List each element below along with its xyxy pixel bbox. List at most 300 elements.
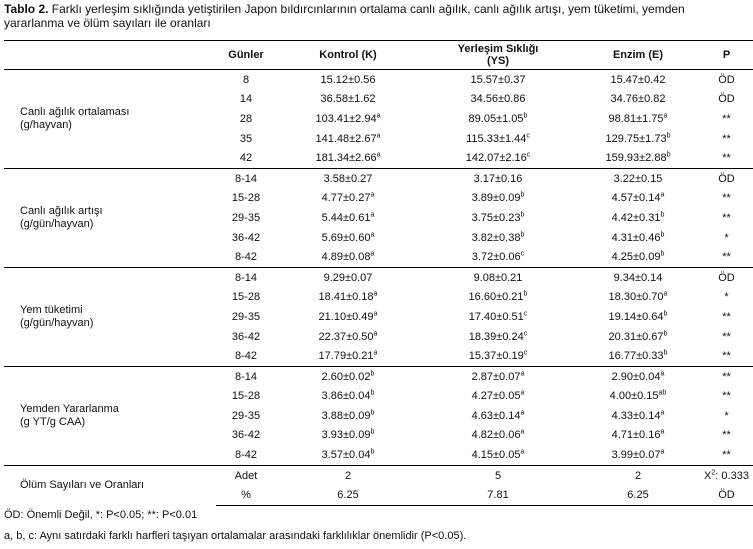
enzyme-cell xyxy=(576,426,700,446)
day-cell-value: 8 xyxy=(242,73,250,86)
enzyme-cell-value: 2 xyxy=(634,469,642,482)
enzyme-cell-value: 9.34±0.14 xyxy=(613,271,663,284)
enzyme-cell-value: 129.75±1.73 xyxy=(605,132,667,145)
control-cell-value: 5.69±0.60 xyxy=(321,231,371,244)
ys-cell-value: 2.87±0.07 xyxy=(471,370,521,383)
enzyme-cell-letter: a xyxy=(660,191,665,199)
p-cell-value: X xyxy=(704,469,712,482)
ys-cell xyxy=(420,288,576,308)
enzyme-cell-letter: a xyxy=(660,448,665,456)
enzyme-cell-letter: a xyxy=(660,409,665,417)
control-cell xyxy=(276,445,420,465)
day-cell xyxy=(216,70,276,90)
control-cell-value: 22.37±0.50 xyxy=(318,330,374,343)
table-row xyxy=(4,366,753,386)
ys-cell xyxy=(420,228,576,248)
table-body xyxy=(4,70,753,506)
enzyme-cell-value: 2.90±0.04 xyxy=(611,370,661,383)
control-cell-value: 3.57±0.04 xyxy=(321,449,371,462)
control-cell xyxy=(276,346,420,366)
ys-cell xyxy=(420,109,576,129)
ys-cell-letter: c xyxy=(523,329,528,337)
control-cell-value: 17.79±0.21 xyxy=(318,350,374,363)
header-enzyme: Enzim (E) xyxy=(612,49,664,61)
enzyme-cell xyxy=(576,109,700,129)
p-cell xyxy=(700,346,753,366)
p-cell-value: ÖD xyxy=(718,271,735,284)
ys-cell-letter: a xyxy=(520,448,525,456)
ys-cell-value: 115.33±1.44 xyxy=(466,132,527,145)
ys-cell-value: 3.72±0.06 xyxy=(471,251,521,264)
group-label xyxy=(4,168,216,267)
p-cell xyxy=(700,129,753,149)
enzyme-cell-value: 4.31±0.46 xyxy=(611,231,661,244)
enzyme-cell-value: 4.42±0.31 xyxy=(611,211,661,224)
enzyme-cell-value: 98.81±1.75 xyxy=(608,112,664,125)
p-cell xyxy=(700,247,753,267)
header-ys-line1: Yerleşim Sıklığı xyxy=(457,43,539,55)
day-cell-value: 36-42 xyxy=(231,429,261,442)
day-cell xyxy=(216,90,276,110)
enzyme-cell xyxy=(576,485,700,505)
control-cell-value: 5.44±0.61 xyxy=(321,211,371,224)
p-cell-value: ÖD xyxy=(718,172,735,185)
ys-cell-letter: a xyxy=(520,409,525,417)
day-cell-value: 8-14 xyxy=(234,370,258,383)
ys-cell-value: 15.37±0.19 xyxy=(468,350,524,363)
ys-cell-value: 89.05±1.05 xyxy=(468,112,524,125)
ys-cell xyxy=(420,327,576,347)
p-cell xyxy=(700,228,753,248)
ys-cell xyxy=(420,346,576,366)
enzyme-cell-letter: a xyxy=(660,428,665,436)
day-cell xyxy=(216,327,276,347)
control-cell-letter: b xyxy=(370,448,375,456)
p-cell-letter: 2 xyxy=(711,469,716,477)
control-cell-value: 3.88±0.09 xyxy=(321,409,371,422)
p-cell-value: * xyxy=(724,231,729,244)
day-cell xyxy=(216,485,276,505)
control-cell-value: 2 xyxy=(344,469,352,482)
header-ys xyxy=(420,41,576,70)
p-cell xyxy=(700,406,753,426)
day-cell xyxy=(216,387,276,407)
results-table xyxy=(4,40,753,506)
p-cell xyxy=(700,327,753,347)
day-cell-value: 42 xyxy=(239,152,253,165)
control-cell-value: 3.93±0.09 xyxy=(321,429,371,442)
p-cell xyxy=(700,109,753,129)
enzyme-cell xyxy=(576,307,700,327)
header-empty xyxy=(4,41,216,70)
control-cell-letter: b xyxy=(370,409,375,417)
p-cell xyxy=(700,168,753,188)
header-p: P xyxy=(722,49,731,61)
ys-cell-value: 4.82±0.06 xyxy=(471,429,521,442)
enzyme-cell xyxy=(576,228,700,248)
day-cell xyxy=(216,129,276,149)
day-cell xyxy=(216,109,276,129)
enzyme-cell-letter: a xyxy=(663,290,668,298)
p-cell-value: ** xyxy=(722,132,731,145)
control-cell xyxy=(276,406,420,426)
ys-cell-value: 4.63±0.14 xyxy=(471,409,521,422)
enzyme-cell-letter: b xyxy=(663,329,668,337)
control-cell-letter: b xyxy=(370,428,375,436)
enzyme-cell-value: 15.47±0.42 xyxy=(610,73,666,86)
ys-cell xyxy=(420,129,576,149)
p-cell xyxy=(700,445,753,465)
enzyme-cell xyxy=(576,327,700,347)
ys-cell-letter: a xyxy=(520,389,525,397)
day-cell-value: 8-42 xyxy=(234,251,258,264)
ys-cell-letter: c xyxy=(526,131,530,139)
day-cell xyxy=(216,247,276,267)
ys-cell-value: 16.60±0.21 xyxy=(468,291,524,304)
control-cell-letter: a xyxy=(373,290,378,298)
footnote-significance: ÖD: Önemli Değil, *: P<0.05; **: P<0.01 xyxy=(4,509,198,521)
control-cell xyxy=(276,70,420,90)
day-cell xyxy=(216,426,276,446)
control-cell xyxy=(276,90,420,110)
caption-prefix: Tablo 2. xyxy=(4,2,49,16)
ys-cell-value: 3.17±0.16 xyxy=(473,172,523,185)
control-cell xyxy=(276,148,420,168)
control-cell xyxy=(276,465,420,485)
p-cell xyxy=(700,90,753,110)
p-cell xyxy=(700,426,753,446)
control-cell-letter: a xyxy=(370,211,375,219)
group-label-title: Yem tüketimi xyxy=(20,303,83,316)
day-cell xyxy=(216,288,276,308)
p-cell-value: ** xyxy=(722,112,731,125)
control-cell-letter: b xyxy=(370,370,375,378)
ys-cell xyxy=(420,307,576,327)
p-cell xyxy=(700,307,753,327)
control-cell-value: 15.12±0.56 xyxy=(320,73,376,86)
ys-cell-letter: b xyxy=(520,191,525,199)
ys-cell xyxy=(420,189,576,209)
control-cell-letter: a xyxy=(370,191,375,199)
p-cell-value: ** xyxy=(722,449,731,462)
control-cell xyxy=(276,307,420,327)
enzyme-cell-value: 3.22±0.15 xyxy=(613,172,663,185)
p-cell-value: ** xyxy=(722,330,731,343)
group-label-unit: (g YT/g CAA) xyxy=(20,415,86,428)
control-cell-value: 18.41±0.18 xyxy=(318,291,374,304)
ys-cell xyxy=(420,485,576,505)
day-cell-value: 29-35 xyxy=(231,409,261,422)
day-cell xyxy=(216,346,276,366)
day-cell-value: 36-42 xyxy=(231,330,261,343)
ys-cell xyxy=(420,267,576,287)
control-cell-value: 181.34±2.66 xyxy=(315,152,377,165)
control-cell xyxy=(276,247,420,267)
day-cell-value: % xyxy=(241,489,251,502)
day-cell-value: 29-35 xyxy=(231,310,261,323)
day-cell-value: 14 xyxy=(239,93,253,106)
control-cell xyxy=(276,168,420,188)
p-cell xyxy=(700,387,753,407)
ys-cell-letter: b xyxy=(520,211,525,219)
day-cell xyxy=(216,366,276,386)
enzyme-cell-letter: b xyxy=(660,250,665,258)
control-cell-letter: a xyxy=(376,151,381,159)
day-cell-value: 36-42 xyxy=(231,231,261,244)
group-label xyxy=(4,70,216,169)
day-cell-value: 8-14 xyxy=(234,271,258,284)
enzyme-cell-value: 6.25 xyxy=(627,489,649,502)
enzyme-cell-value: 159.93±2.88 xyxy=(605,152,667,165)
ys-cell-letter: a xyxy=(520,370,525,378)
control-cell xyxy=(276,228,420,248)
control-cell xyxy=(276,327,420,347)
ys-cell-value: 5 xyxy=(494,469,502,482)
ys-cell-letter: c xyxy=(526,151,531,159)
control-cell-letter: a xyxy=(370,230,375,238)
p-cell xyxy=(700,208,753,228)
enzyme-cell-letter: b xyxy=(660,230,665,238)
enzyme-cell xyxy=(576,208,700,228)
group-label-unit: (g/gün/hayvan) xyxy=(20,217,94,230)
enzyme-cell xyxy=(576,387,700,407)
control-cell-letter: a xyxy=(373,310,378,318)
enzyme-cell-value: 3.99±0.07 xyxy=(611,449,661,462)
p-cell xyxy=(700,70,753,90)
ys-cell xyxy=(420,70,576,90)
day-cell xyxy=(216,465,276,485)
day-cell xyxy=(216,189,276,209)
ys-cell xyxy=(420,426,576,446)
enzyme-cell-letter: ab xyxy=(658,389,667,397)
enzyme-cell-value: 4.00±0.15 xyxy=(609,390,659,403)
table-caption xyxy=(4,2,736,30)
p-cell-value: ** xyxy=(722,310,731,323)
enzyme-cell xyxy=(576,189,700,209)
enzyme-cell xyxy=(576,90,700,110)
control-cell-letter: a xyxy=(373,349,378,357)
day-cell-value: 8-14 xyxy=(234,172,258,185)
enzyme-cell xyxy=(576,465,700,485)
group-label-title: Canlı ağılık artışı xyxy=(20,204,103,217)
p-cell xyxy=(700,148,753,168)
enzyme-cell xyxy=(576,346,700,366)
group-label xyxy=(4,267,216,366)
control-cell-value: 103.41±2.94 xyxy=(315,112,377,125)
p-cell-value: ÖD xyxy=(718,73,735,86)
control-cell xyxy=(276,208,420,228)
enzyme-cell-letter: b xyxy=(660,211,665,219)
enzyme-cell-letter: a xyxy=(663,112,668,120)
p-cell-value: * xyxy=(724,409,729,422)
caption-text: Farklı yerleşim sıklığında yetiştirilen Japon bıldırcınlarının ortalama canlı ağılık, canlı ağılık artışı, yem tüketimi, yemden yararlanma ve ölüm sayıları ile oranları xyxy=(4,2,685,30)
table-row xyxy=(4,168,753,188)
group-label-unit: (g/hayvan) xyxy=(20,118,72,131)
day-cell xyxy=(216,148,276,168)
p-cell-value: ** xyxy=(722,350,731,363)
enzyme-cell xyxy=(576,445,700,465)
day-cell-value: 8-42 xyxy=(234,449,258,462)
day-cell xyxy=(216,168,276,188)
p-cell-value: ** xyxy=(722,370,731,383)
ys-cell-letter: c xyxy=(523,310,528,318)
control-cell xyxy=(276,426,420,446)
enzyme-cell xyxy=(576,129,700,149)
control-cell-value: 36.58±1.62 xyxy=(320,93,376,106)
ys-cell xyxy=(420,445,576,465)
enzyme-cell xyxy=(576,148,700,168)
table-row xyxy=(4,465,753,485)
control-cell-value: 2.60±0.02 xyxy=(321,370,371,383)
enzyme-cell-letter: b xyxy=(663,310,668,318)
enzyme-cell-letter: b xyxy=(666,131,671,139)
p-cell-value: * xyxy=(724,291,729,304)
control-cell-value: 3.86±0.04 xyxy=(321,390,371,403)
ys-cell-value: 3.82±0.38 xyxy=(471,231,521,244)
p-cell xyxy=(700,189,753,209)
ys-cell-letter: c xyxy=(520,250,525,258)
enzyme-cell-value: 16.77±0.33 xyxy=(608,350,664,363)
ys-cell-letter: b xyxy=(520,230,525,238)
enzyme-cell-value: 19.14±0.64 xyxy=(608,310,664,323)
control-cell xyxy=(276,387,420,407)
day-cell xyxy=(216,307,276,327)
control-cell xyxy=(276,109,420,129)
day-cell-value: 15-28 xyxy=(231,291,261,304)
enzyme-cell-value: 18.30±0.70 xyxy=(608,291,664,304)
day-cell-value: 35 xyxy=(239,132,253,145)
ys-cell-value: 34.56±0.86 xyxy=(470,93,526,106)
p-cell xyxy=(700,267,753,287)
enzyme-cell xyxy=(576,366,700,386)
ys-cell-value: 9.08±0.21 xyxy=(473,271,523,284)
control-cell xyxy=(276,267,420,287)
ys-cell-letter: c xyxy=(523,349,528,357)
ys-cell xyxy=(420,366,576,386)
day-cell-value: 15-28 xyxy=(231,192,261,205)
control-cell xyxy=(276,366,420,386)
enzyme-cell xyxy=(576,168,700,188)
control-cell-value: 9.29±0.07 xyxy=(323,271,373,284)
enzyme-cell-letter: a xyxy=(660,370,665,378)
p-cell xyxy=(700,366,753,386)
enzyme-cell-letter: b xyxy=(666,151,671,159)
p-cell-rest: : 0.333 xyxy=(715,469,749,482)
ys-cell-value: 15.57±0.37 xyxy=(470,73,526,86)
p-cell-value: ** xyxy=(722,211,731,224)
ys-cell xyxy=(420,406,576,426)
control-cell xyxy=(276,288,420,308)
ys-cell-letter: b xyxy=(523,112,528,120)
day-cell-value: 15-28 xyxy=(231,390,261,403)
enzyme-cell-value: 4.33±0.14 xyxy=(611,409,661,422)
header-control: Kontrol (K) xyxy=(319,49,377,61)
group-label-title: Canlı ağılık ortalaması xyxy=(20,105,130,118)
p-cell xyxy=(700,288,753,308)
control-cell-letter: a xyxy=(376,131,381,139)
ys-cell xyxy=(420,168,576,188)
enzyme-cell xyxy=(576,406,700,426)
p-cell-value: ÖD xyxy=(718,93,735,106)
enzyme-cell xyxy=(576,70,700,90)
enzyme-cell-value: 20.31±0.67 xyxy=(608,330,664,343)
ys-cell xyxy=(420,148,576,168)
control-cell-value: 141.48±2.67 xyxy=(315,132,377,145)
p-cell xyxy=(700,465,753,485)
ys-cell-value: 4.27±0.05 xyxy=(471,390,521,403)
enzyme-cell-value: 4.57±0.14 xyxy=(611,192,661,205)
group-label-title: Yemden Yararlanma xyxy=(20,402,119,415)
control-cell-letter: a xyxy=(370,250,375,258)
control-cell xyxy=(276,189,420,209)
ys-cell-value: 3.89±0.09 xyxy=(471,192,521,205)
ys-cell xyxy=(420,465,576,485)
ys-cell-value: 17.40±0.51 xyxy=(468,310,524,323)
p-cell-value: ** xyxy=(722,251,731,264)
day-cell xyxy=(216,406,276,426)
control-cell-value: 21.10±0.49 xyxy=(318,310,374,323)
p-cell-value: ** xyxy=(722,390,731,403)
enzyme-cell-value: 34.76±0.82 xyxy=(610,93,666,106)
group-label xyxy=(4,366,216,465)
ys-cell-letter: a xyxy=(520,428,525,436)
p-cell xyxy=(700,485,753,505)
ys-cell-letter: b xyxy=(523,290,528,298)
day-cell xyxy=(216,267,276,287)
control-cell-value: 4.77±0.27 xyxy=(321,192,371,205)
day-cell-value: Adet xyxy=(234,469,258,482)
day-cell-value: 8-42 xyxy=(234,350,258,363)
enzyme-cell-value: 4.25±0.09 xyxy=(611,251,661,264)
p-cell-value: ** xyxy=(722,429,731,442)
control-cell-value: 4.89±0.08 xyxy=(321,251,371,264)
table-row xyxy=(4,267,753,287)
ys-cell-value: 4.15±0.05 xyxy=(471,449,521,462)
ys-cell-value: 3.75±0.23 xyxy=(471,211,521,224)
control-cell-letter: a xyxy=(376,112,381,120)
control-cell xyxy=(276,485,420,505)
mortality-label: Ölüm Sayıları ve Oranları xyxy=(4,465,216,505)
control-cell-letter: a xyxy=(373,329,378,337)
p-cell-value: ** xyxy=(722,152,731,165)
enzyme-cell-value: 4.71±0.16 xyxy=(611,429,661,442)
ys-cell xyxy=(420,387,576,407)
enzyme-cell xyxy=(576,247,700,267)
ys-cell xyxy=(420,247,576,267)
header-row xyxy=(4,41,753,70)
ys-cell xyxy=(420,90,576,110)
day-cell xyxy=(216,228,276,248)
enzyme-cell-letter: b xyxy=(663,349,668,357)
p-cell-value: ÖD xyxy=(718,489,735,502)
control-cell xyxy=(276,129,420,149)
enzyme-cell xyxy=(576,288,700,308)
p-cell-value: ** xyxy=(722,192,731,205)
control-cell-value: 6.25 xyxy=(337,489,359,502)
ys-cell-value: 18.39±0.24 xyxy=(468,330,524,343)
day-cell-value: 28 xyxy=(239,112,253,125)
table-row xyxy=(4,70,753,90)
header-ys-line2: (YS) xyxy=(487,55,509,67)
ys-cell xyxy=(420,208,576,228)
day-cell-value: 29-35 xyxy=(231,211,261,224)
day-cell xyxy=(216,445,276,465)
ys-cell-value: 142.07±2.16 xyxy=(465,152,527,165)
ys-cell-value: 7.81 xyxy=(487,489,509,502)
enzyme-cell xyxy=(576,267,700,287)
control-cell-value: 3.58±0.27 xyxy=(323,172,373,185)
header-days: Günler xyxy=(228,49,264,61)
